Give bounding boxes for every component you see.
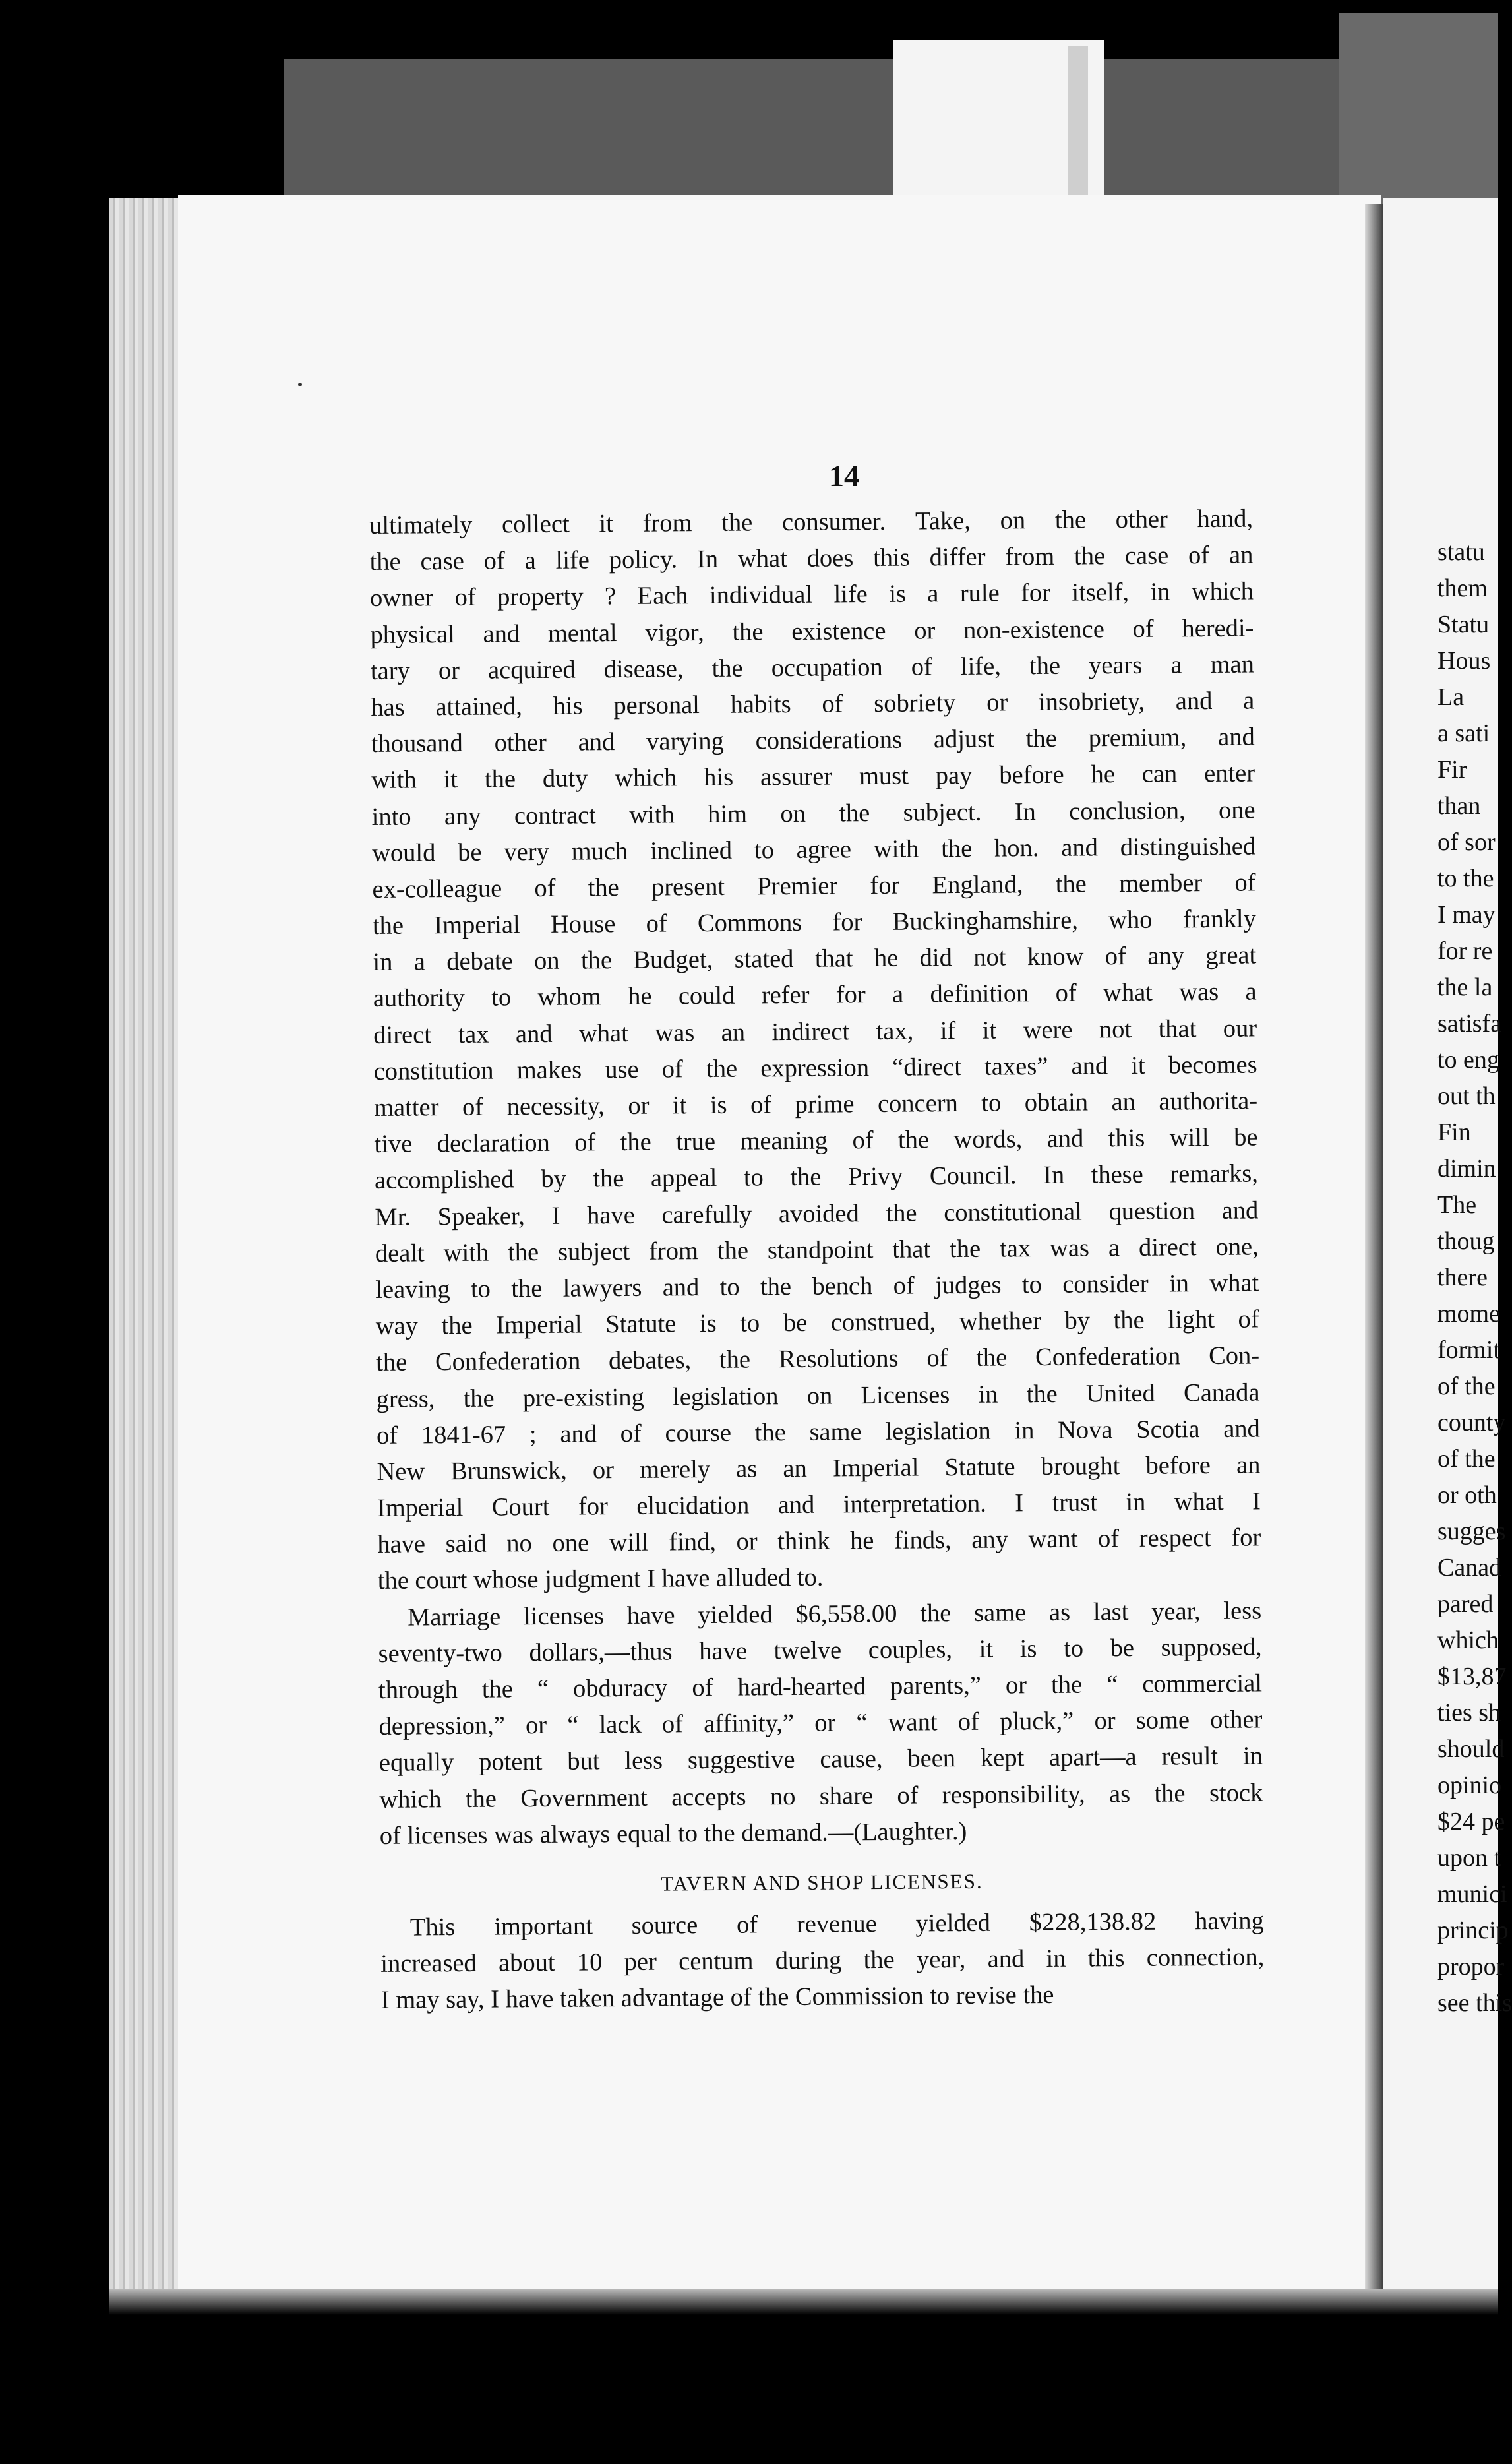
right-page-line: pared: [1437, 1590, 1494, 1618]
page-bottom-shadow: [109, 2289, 1498, 2315]
right-page-line: statu: [1437, 538, 1485, 566]
text-line: physical and mental vigor, the existence or non-existence of heredi-: [370, 614, 1254, 649]
right-page-line: formit: [1437, 1336, 1500, 1364]
text-line: depression,” or “ lack of affinity,” or “ want of pluck,” or some other: [378, 1706, 1263, 1741]
text-line: Marriage licenses have yielded $6,558.00 the same as last year, less: [408, 1597, 1262, 1632]
text-line: I may say, I have taken advantage of the Commission to revise the: [380, 1981, 1054, 2015]
text-line: Mr. Speaker, I have carefully avoided the constitutional question and: [375, 1196, 1259, 1231]
right-page-line: for re: [1437, 937, 1493, 965]
paragraph-tavern-licenses: [380, 1903, 1265, 2019]
right-page-line: thoug: [1437, 1227, 1495, 1255]
text-line: ex-colleague of the present Premier for England, the member of: [372, 869, 1256, 904]
text-line: has attained, his personal habits of sobriety or insobriety, and a: [371, 687, 1255, 722]
right-page-line: Statu: [1437, 611, 1490, 638]
right-page-line: princip: [1437, 1917, 1509, 1944]
right-page-line: La: [1437, 683, 1465, 711]
right-page-line: Hous: [1437, 647, 1491, 675]
right-page-line: of sor: [1437, 828, 1496, 856]
text-line: with it the duty which his assurer must pay before he can enter: [371, 759, 1255, 795]
text-line: leaving to the lawyers and to the bench of judges to consider in what: [375, 1269, 1259, 1304]
right-page-line: Canad: [1437, 1554, 1502, 1582]
right-page-line: of the: [1437, 1445, 1496, 1473]
right-page-line: to the: [1437, 865, 1494, 892]
text-line: tive declaration of the true meaning of the words, and this will be: [374, 1123, 1258, 1159]
right-page-line: mome: [1437, 1300, 1500, 1328]
right-page-line: them: [1437, 574, 1488, 602]
scan-background-corner: [1339, 13, 1498, 211]
right-page-line: opinio: [1437, 1771, 1502, 1799]
right-page-line: dimin: [1437, 1155, 1496, 1183]
right-page-line: there: [1437, 1264, 1488, 1291]
body-text: [369, 501, 1265, 2019]
right-page-line: the la: [1437, 973, 1493, 1001]
right-page-line: out th: [1437, 1082, 1496, 1110]
right-page-line: Fin: [1437, 1119, 1471, 1146]
paper-tab-shadow: [1068, 46, 1088, 204]
right-page-line: satisfa: [1437, 1010, 1502, 1037]
text-line: have said no one will find, or think he finds, any want of respect for: [377, 1524, 1261, 1559]
text-line: ultimately collect it from the consumer. Take, on the other hand,: [369, 505, 1254, 539]
text-line: in a debate on the Budget, stated that he did not know of any great: [373, 941, 1257, 977]
text-line: direct tax and what was an indirect tax, if it were not that our: [373, 1014, 1257, 1049]
right-page-line: upon t: [1437, 1844, 1501, 1872]
right-page-line: see this: [1437, 1989, 1512, 2017]
text-line: owner of property ? Each individual life is a rule for itself, in which: [369, 577, 1254, 613]
right-page-text: [1437, 534, 1512, 2021]
right-page-line: $13,87: [1437, 1663, 1507, 1690]
text-line: gress, the pre-existing legislation on Licenses in the United Canada: [376, 1378, 1260, 1413]
right-page-line: than: [1437, 792, 1481, 820]
text-line: the Imperial House of Commons for Buckinghamshire, who frankly: [372, 905, 1257, 940]
right-page-line: Fir: [1437, 756, 1467, 784]
text-line: of licenses was always equal to the demand.—(Laughter.): [379, 1817, 967, 1850]
right-page-line: ties sh: [1437, 1699, 1501, 1727]
book-page-edges: [109, 198, 188, 2292]
text-line: of 1841-67 ; and of course the same legislation in Nova Scotia and: [376, 1415, 1260, 1450]
book-gutter: [1365, 204, 1383, 2295]
text-line: thousand other and varying considerations adjust the premium, and: [371, 723, 1255, 758]
text-line: increased about 10 per centum during the year, and in this connection,: [380, 1943, 1265, 1979]
right-page-line: propor: [1437, 1953, 1505, 1981]
text-line: would be very much inclined to agree with the hon. and distinguished: [371, 832, 1256, 867]
text-line: the court whose judgment I have alluded to.: [377, 1564, 824, 1595]
scan-background-top: [284, 59, 1498, 204]
text-line: tary or acquired disease, the occupation of life, the years a man: [370, 650, 1255, 685]
text-line: Imperial Court for elucidation and interpretation. I trust in what I: [377, 1487, 1261, 1523]
right-page-line: I may: [1437, 901, 1496, 929]
right-page-line: which: [1437, 1626, 1499, 1654]
text-line: which the Government accepts no share of responsibility, as the stock: [379, 1778, 1263, 1814]
right-page-line: $24 pe: [1437, 1808, 1505, 1835]
text-line: New Brunswick, or merely as an Imperial Statute brought before an: [377, 1451, 1261, 1486]
text-line: seventy-two dollars,—thus have twelve couples, it is to be supposed,: [378, 1633, 1262, 1668]
right-page-line: The: [1437, 1191, 1477, 1219]
text-line: the Confederation debates, the Resolutions of the Confederation Con-: [376, 1341, 1260, 1377]
right-page-line: should: [1437, 1735, 1505, 1763]
right-page-line: munici: [1437, 1880, 1507, 1908]
text-line: way the Imperial Statute is to be construed, whether by the light of: [375, 1305, 1259, 1341]
right-page-line: to eng: [1437, 1046, 1499, 1074]
text-line: equally potent but less suggestive cause, been kept apart—a result in: [378, 1742, 1263, 1777]
text-line: matter of necessity, or it is of prime concern to obtain an authorita-: [373, 1087, 1258, 1122]
text-line: This important source of revenue yielded $228,138.82 having: [409, 1907, 1265, 1942]
right-page-line: county: [1437, 1409, 1506, 1436]
text-line: through the “ obduracy of hard-hearted parents,” or the “ commercial: [378, 1669, 1263, 1704]
page-number: 14: [829, 459, 859, 493]
right-page-line: of the: [1437, 1372, 1496, 1400]
paragraph-marriage-licenses: [378, 1593, 1263, 1855]
section-heading: TAVERN AND SHOP LICENSES.: [661, 1869, 983, 1895]
text-line: accomplished by the appeal to the Privy Council. In these remarks,: [374, 1159, 1259, 1195]
dust-speck: [298, 383, 302, 386]
text-line: authority to whom he could refer for a definition of what was a: [373, 977, 1257, 1013]
text-line: dealt with the subject from the standpoint that the tax was a direct one,: [375, 1233, 1259, 1268]
text-line: into any contract with him on the subject. In conclusion, one: [371, 795, 1255, 831]
text-line: the case of a life policy. In what does this differ from the case of an: [369, 541, 1254, 576]
right-page-line: sugges: [1437, 1518, 1506, 1545]
paragraph-privy-council: [369, 501, 1261, 1599]
right-page-line: a sati: [1437, 720, 1490, 747]
text-line: constitution makes use of the expression “direct taxes” and it becomes: [373, 1051, 1257, 1086]
right-page-line: or oth: [1437, 1481, 1497, 1509]
